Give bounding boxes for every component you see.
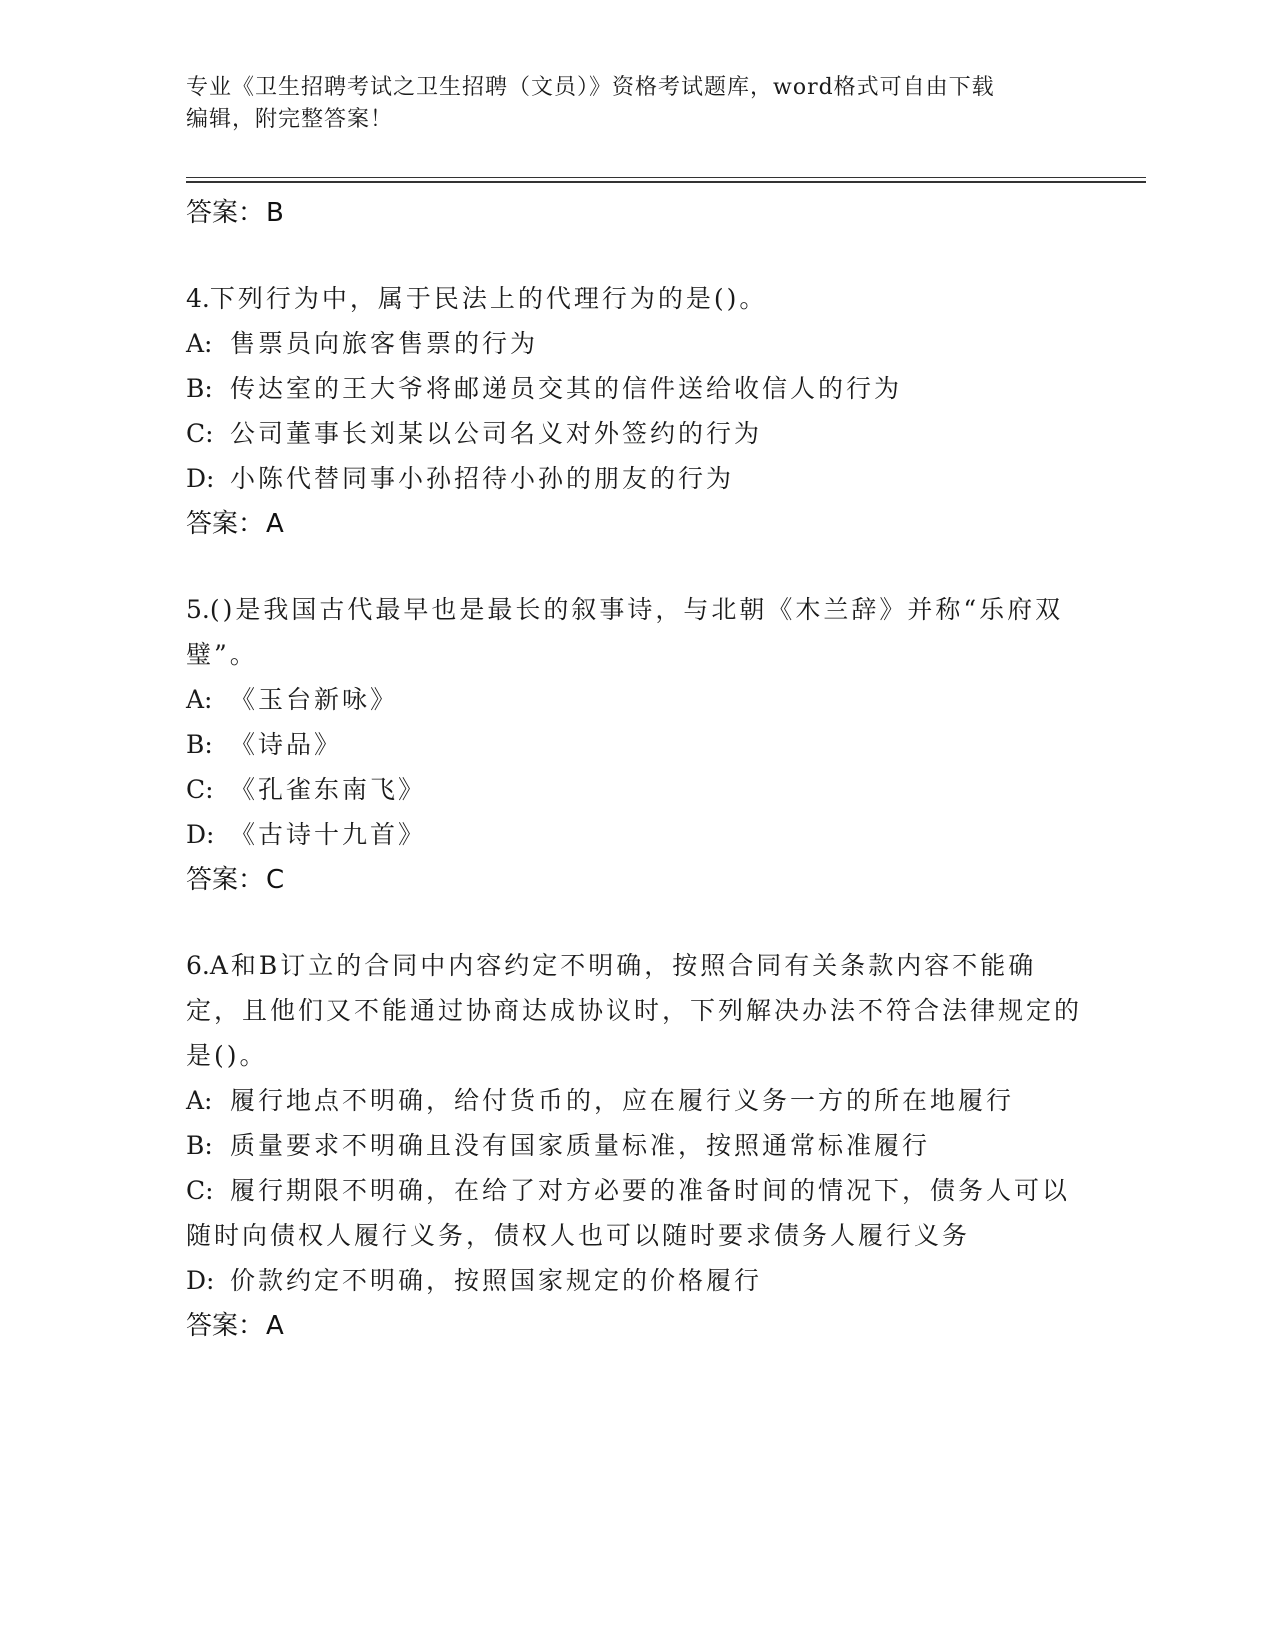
answer-line: [186, 1303, 1086, 1349]
option-letter: B:: [186, 1131, 213, 1160]
option-d: [186, 456, 1086, 501]
question-stem: [186, 587, 1086, 677]
answer-value: B: [266, 198, 284, 228]
question-4: [186, 276, 1086, 547]
option-letter: D:: [186, 464, 215, 493]
option-d: [186, 812, 1086, 857]
question-text: ()是我国古代最早也是最长的叙事诗，与北朝《木兰辞》并称“乐府双璧”。: [186, 595, 1064, 669]
question-6: [186, 943, 1086, 1349]
option-letter: A:: [186, 1086, 213, 1115]
option-b: [186, 722, 1086, 767]
header-line-1: 专业《卫生招聘考试之卫生招聘（文员）》资格考试题库，word格式可自由下载: [186, 75, 995, 100]
header-divider-thin: [186, 177, 1146, 178]
option-c: [186, 411, 1086, 456]
question-number: 5.: [186, 595, 210, 624]
answer-value: C: [266, 865, 285, 895]
answer-label: 答案：: [186, 865, 265, 895]
option-text: 质量要求不明确且没有国家质量标准，按照通常标准履行: [230, 1131, 931, 1160]
option-text: 《古诗十九首》: [230, 820, 427, 849]
option-b: [186, 366, 1086, 411]
answer-value: A: [266, 509, 284, 539]
option-text: 传达室的王大爷将邮递员交其的信件送给收信人的行为: [230, 374, 903, 403]
answer-line: [186, 857, 1086, 903]
option-d: [186, 1258, 1086, 1303]
option-text: 价款约定不明确，按照国家规定的价格履行: [230, 1266, 763, 1295]
answer-value: A: [266, 1311, 284, 1341]
question-list: [186, 190, 1086, 1349]
option-b: [186, 1123, 1086, 1168]
question-stem: [186, 943, 1086, 1078]
question-number: 6.: [186, 951, 210, 980]
option-text: 《孔雀东南飞》: [230, 775, 427, 804]
answer-line: [186, 190, 1086, 236]
answer-label: 答案：: [186, 509, 265, 539]
answer-label: 答案：: [186, 198, 265, 228]
header-line-2: 编辑，附完整答案！: [186, 107, 394, 132]
header-divider-thick: [186, 181, 1146, 183]
option-letter: C:: [186, 419, 214, 448]
option-text: 公司董事长刘某以公司名义对外签约的行为: [230, 419, 763, 448]
question-stem: [186, 276, 1086, 321]
option-letter: B:: [186, 374, 213, 403]
option-a: [186, 677, 1086, 722]
option-letter: D:: [186, 1266, 215, 1295]
option-text: 小陈代替同事小孙招待小孙的朋友的行为: [230, 464, 735, 493]
option-c: [186, 767, 1086, 812]
question-5: [186, 587, 1086, 903]
option-letter: B:: [186, 730, 213, 759]
option-text: 《诗品》: [230, 730, 343, 759]
option-letter: A:: [186, 329, 213, 358]
option-text: 《玉台新咏》: [230, 685, 399, 714]
option-text: 售票员向旅客售票的行为: [230, 329, 539, 358]
page-header: [186, 72, 1086, 136]
option-text: 履行期限不明确，在给了对方必要的准备时间的情况下，债务人可以随时向债权人履行义务，债权人也可以随时要求债务人履行义务: [186, 1176, 1071, 1250]
option-letter: C:: [186, 775, 214, 804]
option-a: [186, 321, 1086, 366]
question-number: 4.: [186, 284, 210, 313]
option-letter: D:: [186, 820, 215, 849]
option-a: [186, 1078, 1086, 1123]
question-text: A和B订立的合同中内容约定不明确，按照合同有关条款内容不能确定，且他们又不能通过协商达成协议时，下列解决办法不符合法律规定的是()。: [186, 951, 1083, 1070]
answer-label: 答案：: [186, 1311, 265, 1341]
option-letter: C:: [186, 1176, 214, 1205]
question-text: 下列行为中，属于民法上的代理行为的是()。: [209, 284, 768, 313]
option-c: [186, 1168, 1086, 1258]
answer-line: [186, 501, 1086, 547]
option-text: 履行地点不明确，给付货币的，应在履行义务一方的所在地履行: [230, 1086, 1015, 1115]
option-letter: A:: [186, 685, 213, 714]
